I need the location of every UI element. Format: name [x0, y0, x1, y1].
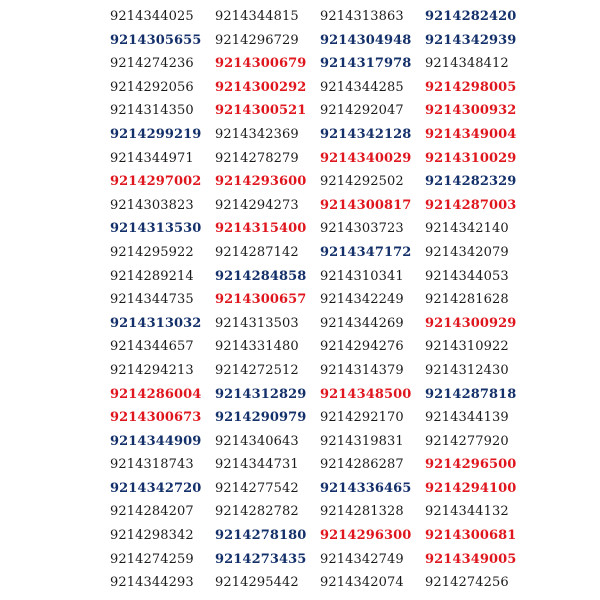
phone-number-entry: 9214296729 [215, 32, 299, 48]
phone-number-entry: 9214300657 [215, 292, 307, 308]
phone-number-entry: 9214342369 [215, 126, 299, 142]
phone-number-entry: 9214277920 [425, 433, 509, 449]
phone-number-entry: 9214342249 [320, 292, 404, 308]
number-column-3 [320, 5, 430, 595]
phone-number-entry: 9214344731 [215, 457, 299, 473]
phone-number-entry: 9214300932 [425, 103, 517, 119]
phone-number-entry: 9214292047 [320, 103, 404, 119]
phone-number-entry: 9214290979 [215, 410, 307, 426]
phone-number-entry: 9214331480 [215, 339, 299, 355]
phone-number-entry: 9214273435 [215, 551, 307, 567]
phone-number-entry: 9214347172 [320, 244, 412, 260]
phone-number-entry: 9214289214 [110, 268, 194, 284]
phone-number-entry: 9214296500 [425, 457, 517, 473]
phone-number-entry: 9214292502 [320, 174, 404, 190]
phone-number-entry: 9214282329 [425, 174, 517, 190]
phone-number-entry: 9214310029 [425, 150, 517, 166]
phone-number-entry: 9214284207 [110, 504, 194, 520]
phone-number-entry: 9214300679 [215, 56, 307, 72]
phone-number-entry: 9214342128 [320, 126, 412, 142]
phone-number-entry: 9214342749 [320, 551, 404, 567]
phone-number-entry: 9214282420 [425, 9, 517, 24]
phone-number-entry: 9214281328 [320, 504, 404, 520]
phone-number-entry: 9214274236 [110, 56, 194, 72]
phone-number-entry: 9214342079 [425, 244, 509, 260]
phone-number-entry: 9214348412 [425, 56, 509, 72]
phone-number-entry: 9214282782 [215, 504, 299, 520]
phone-number-entry: 9214284858 [215, 268, 307, 284]
phone-number-entry: 9214313863 [320, 9, 404, 24]
phone-number-entry: 9214344971 [110, 150, 194, 166]
phone-number-entry: 9214340643 [215, 433, 299, 449]
phone-number-entry: 9214318743 [110, 457, 194, 473]
phone-number-entry: 9214304948 [320, 32, 412, 48]
phone-number-entry: 9214344269 [320, 315, 404, 331]
phone-number-entry: 9214303823 [110, 197, 194, 213]
phone-number-entry: 9214314379 [320, 362, 404, 378]
phone-number-entry: 9214300673 [110, 410, 202, 426]
phone-number-entry: 9214294213 [110, 362, 194, 378]
phone-number-entry: 9214344139 [425, 410, 509, 426]
phone-number-entry: 9214294276 [320, 339, 404, 355]
phone-number-entry: 9214287003 [425, 197, 517, 213]
phone-number-entry: 9214344285 [320, 79, 404, 95]
phone-number-entry: 9214317978 [320, 56, 412, 72]
phone-number-entry: 9214278180 [215, 528, 307, 544]
phone-number-entry: 9214294100 [425, 480, 517, 496]
phone-number-entry: 9214349004 [425, 126, 517, 142]
phone-number-entry: 9214344053 [425, 268, 509, 284]
phone-number-entry: 9214287818 [425, 386, 517, 402]
phone-number-entry: 9214303723 [320, 221, 404, 237]
phone-number-entry: 9214312430 [425, 362, 509, 378]
phone-number-entry: 9214286287 [320, 457, 404, 473]
phone-number-entry: 9214300817 [320, 197, 412, 213]
phone-number-entry: 9214344735 [110, 292, 194, 308]
phone-number-entry: 9214342720 [110, 480, 202, 496]
phone-number-entry: 9214277542 [215, 480, 299, 496]
phone-number-entry: 9214281628 [425, 292, 509, 308]
phone-number-entry: 9214272512 [215, 362, 299, 378]
phone-number-entry: 9214286004 [110, 386, 202, 402]
phone-number-entry: 9214344657 [110, 339, 194, 355]
phone-number-entry: 9214298005 [425, 79, 517, 95]
phone-number-entry: 9214274259 [110, 551, 194, 567]
phone-number-entry: 9214300929 [425, 315, 517, 331]
phone-number-entry: 9214310341 [320, 268, 404, 284]
phone-number-entry: 9214348500 [320, 386, 412, 402]
phone-number-entry: 9214300292 [215, 79, 307, 95]
phone-number-entry: 9214287142 [215, 244, 299, 260]
phone-number-entry: 9214312829 [215, 386, 307, 402]
phone-number-entry: 9214310922 [425, 339, 509, 355]
phone-number-entry: 9214336465 [320, 480, 412, 496]
phone-number-entry: 9214299219 [110, 126, 202, 142]
phone-number-entry: 9214305655 [110, 32, 202, 48]
phone-number-entry: 9214342074 [320, 575, 404, 591]
phone-number-entry: 9214342140 [425, 221, 509, 237]
phone-number-entry: 9214344132 [425, 504, 509, 520]
phone-number-entry: 9214344025 [110, 9, 194, 24]
phone-number-entry: 9214292056 [110, 79, 194, 95]
phone-number-entry: 9214295442 [215, 575, 299, 591]
phone-number-entry: 9214300681 [425, 528, 517, 544]
phone-number-entry: 9214314350 [110, 103, 194, 119]
phone-number-entry: 9214340029 [320, 150, 412, 166]
phone-number-entry: 9214294273 [215, 197, 299, 213]
phone-number-entry: 9214313530 [110, 221, 202, 237]
phone-number-entry: 9214295922 [110, 244, 194, 260]
number-column-4 [425, 5, 535, 595]
number-column-1 [110, 5, 220, 595]
phone-number-entry: 9214293600 [215, 174, 307, 190]
phone-number-entry: 9214344909 [110, 433, 202, 449]
phone-number-entry: 9214344293 [110, 575, 194, 591]
phone-number-entry: 9214315400 [215, 221, 307, 237]
phone-number-entry: 9214344815 [215, 9, 299, 24]
phone-number-entry: 9214297002 [110, 174, 202, 190]
phone-number-entry: 9214278279 [215, 150, 299, 166]
phone-number-entry: 9214292170 [320, 410, 404, 426]
phone-number-entry: 9214313503 [215, 315, 299, 331]
phone-number-entry: 9214298342 [110, 528, 194, 544]
phone-number-entry: 9214296300 [320, 528, 412, 544]
phone-number-entry: 9214300521 [215, 103, 307, 119]
phone-number-entry: 9214342939 [425, 32, 517, 48]
phone-number-entry: 9214274256 [425, 575, 509, 591]
number-column-2 [215, 5, 325, 595]
phone-number-entry: 9214319831 [320, 433, 404, 449]
phone-number-entry: 9214349005 [425, 551, 517, 567]
phone-number-entry: 9214313032 [110, 315, 202, 331]
